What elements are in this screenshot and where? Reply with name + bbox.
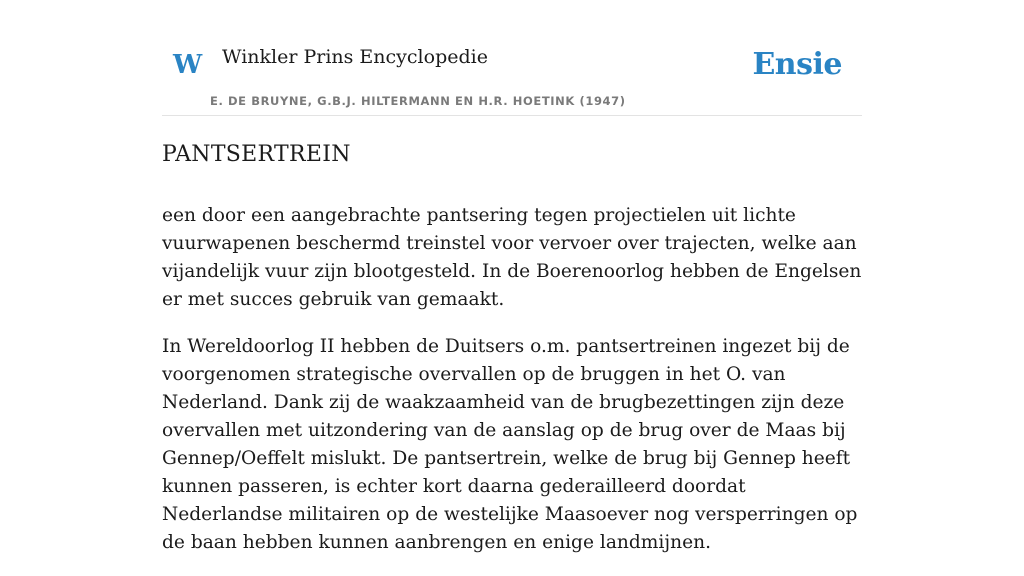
winkler-prins-logo[interactable]: W xyxy=(173,50,203,80)
article xyxy=(162,138,862,576)
source-authors: E. DE BRUYNE, G.B.J. HILTERMANN EN H.R. HOETINK (1947) xyxy=(210,94,626,108)
article-title: PANTSERTREIN xyxy=(162,142,351,167)
article-paragraph: een door een aangebrachte pantsering tegen projectielen uit lichte vuurwapenen beschermd treinstel voor vervoer over trajecten, welke aan vijandelijk vuur zijn blootgesteld. In de Boerenoorlog hebben de Engelsen er met succes gebruik van gemaakt. xyxy=(162,205,862,310)
source-header xyxy=(162,0,862,116)
ensie-logo[interactable]: Ensie xyxy=(752,47,842,82)
article-paragraph: In Wereldoorlog II hebben de Duitsers o.m. pantsertreinen ingezet bij de voorgenomen strategische overvallen op de bruggen in het O. van Nederland. Dank zij de waakzaamheid van de brugbezettingen zijn deze overvallen met uitzondering van de aanslag op de brug over de Maas bij Gennep/Oeffelt mislukt. De pantsertrein, welke de brug bij Gennep heeft kunnen passeren, is echter kort daarna gederailleerd doordat Nederlandse militairen op de westelijke Maasoever nog versperringen op de baan hebben kunnen aanbrengen en enige landmijnen. xyxy=(162,336,858,553)
source-title[interactable]: Winkler Prins Encyclopedie xyxy=(222,46,488,68)
